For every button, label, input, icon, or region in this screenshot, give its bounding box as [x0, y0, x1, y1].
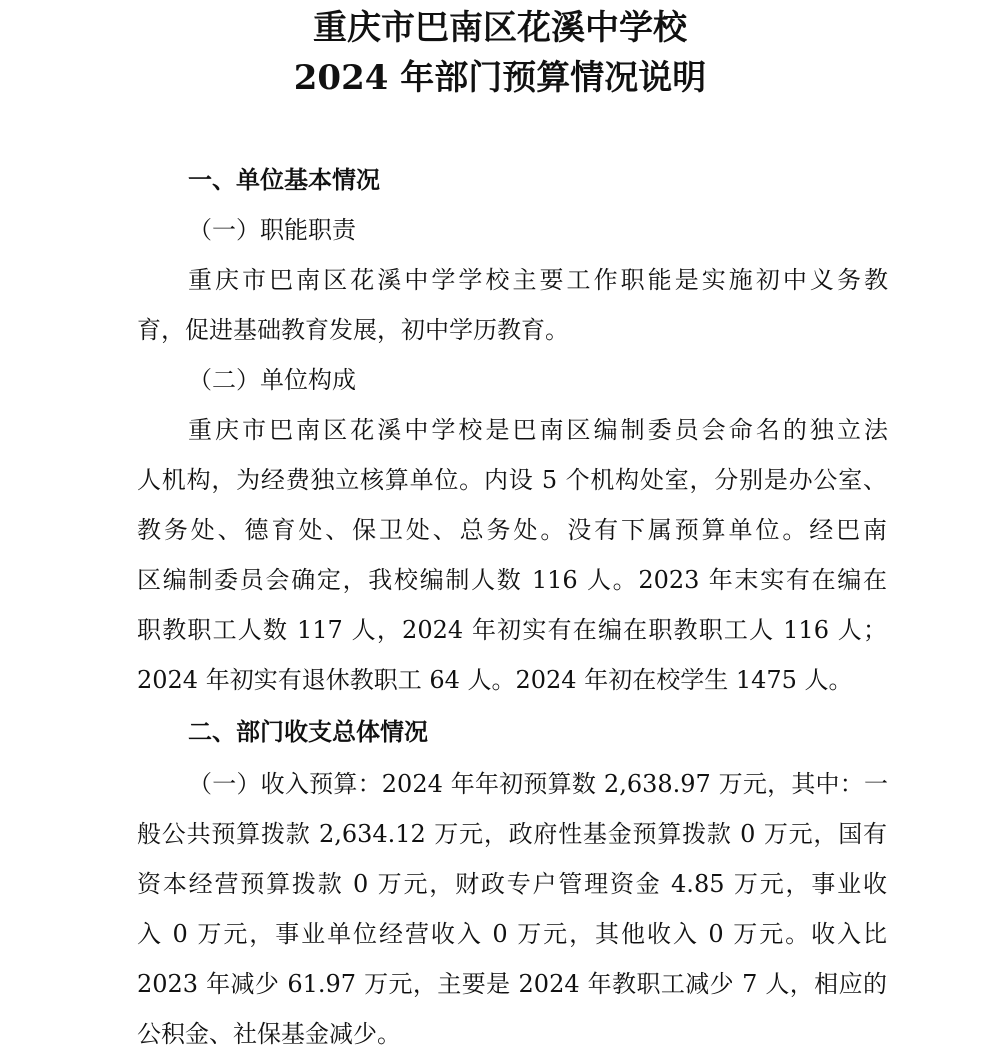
paragraph-line: 2024 年初实有退休教职工 64 人。2024 年初在校学生 1475 人。 [137, 666, 853, 694]
subheading-functions: （一）职能职责 [188, 216, 356, 244]
subheading-composition: （二）单位构成 [188, 366, 356, 394]
paragraph-line: 重庆市巴南区花溪中学学校主要工作职能是实施初中义务教 [188, 266, 888, 294]
paragraph-line: 教务处、德育处、保卫处、总务处。没有下属预算单位。经巴南 [137, 516, 887, 544]
paragraph-line: 入 0 万元，事业单位经营收入 0 万元，其他收入 0 万元。收入比 [137, 920, 887, 948]
paragraph-line: 职教职工人数 117 人，2024 年初实有在编在职教职工人 116 人； [137, 616, 887, 644]
paragraph-line: （一）收入预算：2024 年年初预算数 2,638.97 万元，其中：一 [188, 770, 888, 798]
paragraph-line: 2023 年减少 61.97 万元，主要是 2024 年教职工减少 7 人，相应的 [137, 970, 887, 998]
paragraph-line: 公积金、社保基金减少。 [137, 1020, 401, 1048]
paragraph-line: 育，促进基础教育发展，初中学历教育。 [137, 316, 569, 344]
paragraph-line: 资本经营预算拨款 0 万元，财政专户管理资金 4.85 万元，事业收 [137, 870, 887, 898]
section-heading-budget-overview: 二、部门收支总体情况 [188, 717, 428, 746]
paragraph-line: 人机构，为经费独立核算单位。内设 5 个机构处室，分别是办公室、 [137, 466, 887, 494]
paragraph-line: 般公共预算拨款 2,634.12 万元，政府性基金预算拨款 0 万元，国有 [137, 820, 887, 848]
section-heading-basic-info: 一、单位基本情况 [188, 165, 380, 194]
document-title-line-2: 2024 年部门预算情况说明 [293, 58, 707, 98]
paragraph-line: 区编制委员会确定，我校编制人数 116 人。2023 年末实有在编在 [137, 566, 887, 594]
paragraph-line: 重庆市巴南区花溪中学校是巴南区编制委员会命名的独立法 [188, 416, 888, 444]
document-title-line-1: 重庆市巴南区花溪中学校 [313, 8, 687, 48]
